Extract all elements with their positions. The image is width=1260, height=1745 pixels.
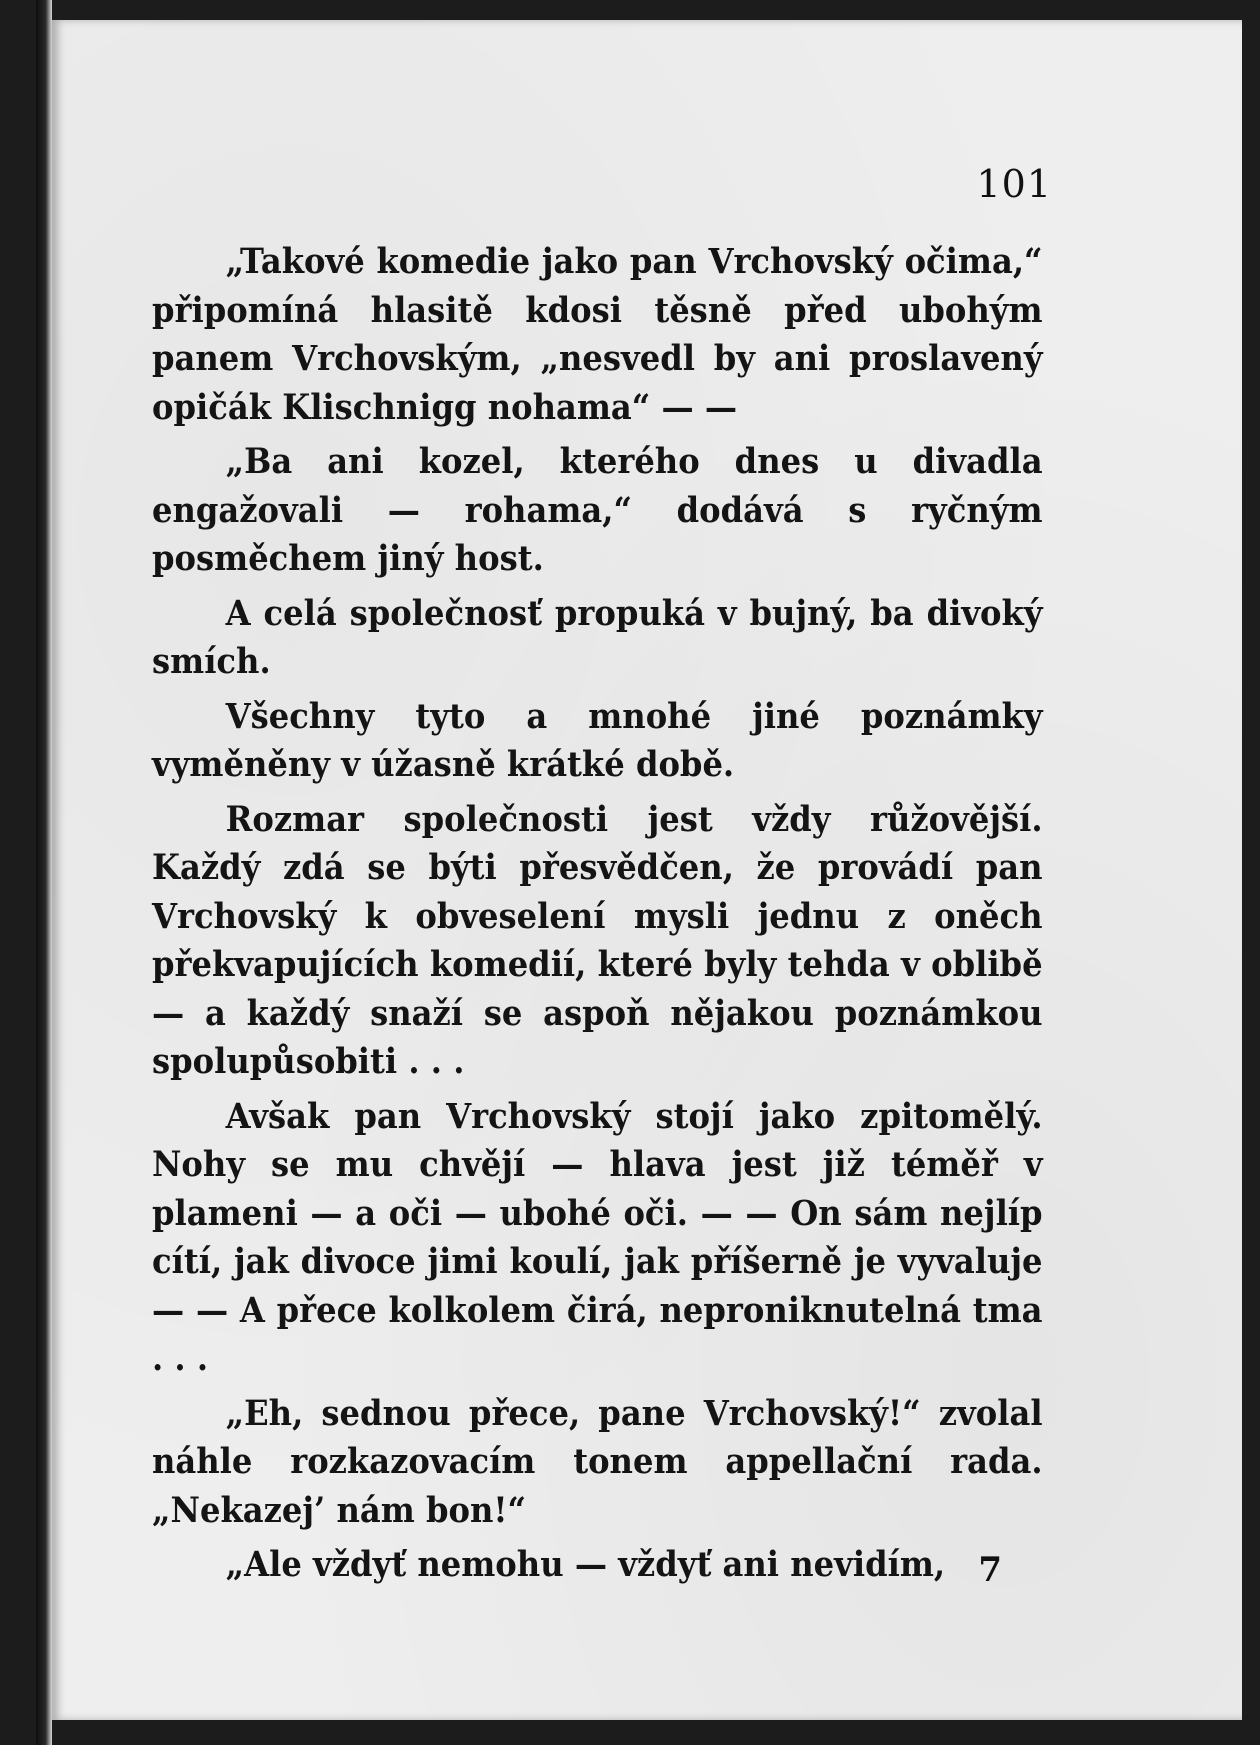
paragraph-4: Všechny tyto a mnohé jiné poznámky vyměněny v úžasně krátké době. (152, 695, 1043, 785)
paragraph-1: „Takové komedie jako pan Vrchovský očima,“ připomíná hlasitě kdosi těsně před ubohým panem Vrchovským, „nesvedl by ani proslavený opičák Klischnigg nohama“ — — (152, 241, 1043, 428)
paragraph-5: Rozmar společnosti jest vždy růžovější. Každý zdá se býti přesvědčen, že provádí pan Vrchovský k obveselení mysli jednu z oněch překvapujících komedií, které byly tehda v oblibě — a každý snaží se aspoň nějakou poznámkou spolupůsobiti . . . (152, 798, 1043, 1082)
paragraph-8: „Ale vždyť nemohu — vždyť ani nevidím, (225, 1544, 946, 1585)
paragraph-6: Avšak pan Vrchovský stojí jako zpitomělý. Nohy se mu chvějí — hlava jest již téměř v plameni — a oči — ubohé oči. — — On sám nejlíp cítí, jak divoce jimi koulí, jak příšerně je vyvaluje — — A přece kolkolem čirá, neproniknutelná tma . . . (152, 1095, 1043, 1379)
book-gutter-shadow (36, 0, 52, 1745)
book-page (52, 20, 1242, 1720)
page-number: 101 (976, 162, 1052, 206)
signature-mark: 7 (978, 1550, 1002, 1590)
body-text (152, 238, 1043, 1596)
paragraph-7: „Eh, sednou přece, pane Vrchovský!“ zvolal náhle rozkazovacím tonem appellační rada. „Nekazej’ nám bon!“ (152, 1392, 1043, 1531)
paragraph-3: A celá společnosť propuká v bujný, ba divoký smích. (152, 592, 1043, 682)
paragraph-2: „Ba ani kozel, kterého dnes u divadla engažovali — rohama,“ dodává s ryčným posměchem jiný host. (152, 441, 1043, 579)
